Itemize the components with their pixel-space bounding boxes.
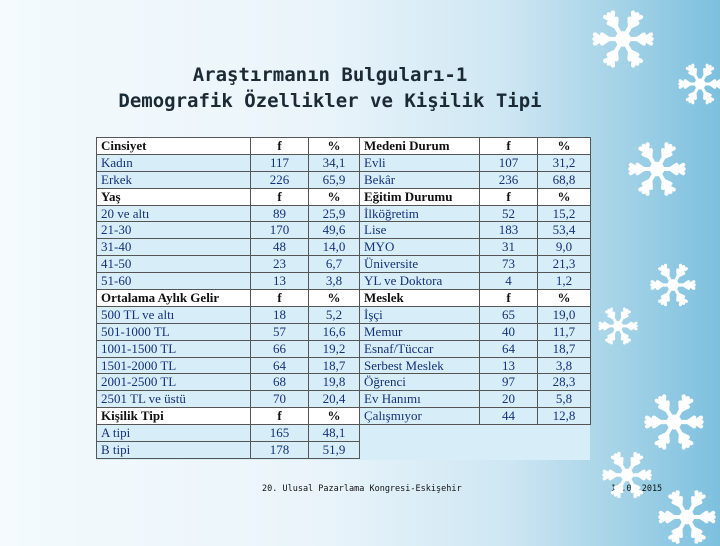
percent-cell: 3,8 [309,273,360,290]
column-header: % [538,188,591,205]
category-cell: Memur [360,323,480,340]
frequency-cell: 65 [480,306,538,323]
frequency-cell: 117 [251,154,309,171]
snowflake-icon [644,392,704,452]
slide-title [40,62,620,114]
percent-cell: 49,6 [309,222,360,239]
table-row [97,425,591,442]
category-cell: 1501-2000 TL [97,357,251,374]
category-cell: Serbest Meslek [360,357,480,374]
column-header: Medeni Durum [360,138,480,155]
frequency-cell: 66 [251,340,309,357]
percent-cell: 21,3 [538,256,591,273]
frequency-cell: 165 [251,425,309,442]
table-row [97,171,591,188]
category-cell: MYO [360,239,480,256]
footer-date: 12.06.2015 [611,484,662,494]
snowflake-icon [628,140,686,198]
category-cell: Öğrenci [360,374,480,391]
frequency-cell: 64 [480,340,538,357]
percent-cell: 19,2 [309,340,360,357]
frequency-cell: 20 [480,391,538,408]
category-cell: Evli [360,154,480,171]
frequency-cell: 178 [251,442,309,459]
category-cell: YL ve Doktora [360,273,480,290]
frequency-cell: 68 [251,374,309,391]
column-header: % [538,290,591,307]
column-header: Eğitim Durumu [360,188,480,205]
column-header: f [480,188,538,205]
category-cell: 2501 TL ve üstü [97,391,251,408]
column-header: f [480,138,538,155]
frequency-cell: 52 [480,205,538,222]
column-header: Meslek [360,290,480,307]
category-cell: 21-30 [97,222,251,239]
percent-cell: 16,6 [309,323,360,340]
empty-cell [360,425,480,442]
demographics-table-container [96,137,590,460]
column-header: Yaş [97,188,251,205]
category-cell: 1001-1500 TL [97,340,251,357]
percent-cell: 19,0 [538,306,591,323]
category-cell: Ev Hanımı [360,391,480,408]
table-row [97,408,591,425]
snowflake-icon [602,450,652,500]
table-row [97,442,591,459]
title-line-2: Demografik Özellikler ve Kişilik Tipi [40,88,620,114]
table-row [97,205,591,222]
snowflake-icon [678,62,720,106]
percent-cell: 25,9 [309,205,360,222]
category-cell: B tipi [97,442,251,459]
percent-cell: 14,0 [309,239,360,256]
column-header: f [480,290,538,307]
table-row [97,340,591,357]
percent-cell: 6,7 [309,256,360,273]
percent-cell: 18,7 [538,340,591,357]
frequency-cell: 31 [480,239,538,256]
percent-cell: 15,2 [538,205,591,222]
percent-cell: 3,8 [538,357,591,374]
table-row [97,306,591,323]
snowflake-icon [658,488,716,546]
frequency-cell: 107 [480,154,538,171]
frequency-cell: 226 [251,171,309,188]
percent-cell: 5,8 [538,391,591,408]
percent-cell: 1,2 [538,273,591,290]
category-cell: Erkek [97,171,251,188]
category-cell: Üniversite [360,256,480,273]
category-cell: Çalışmıyor [360,408,480,425]
table-row [97,290,591,307]
table-row [97,256,591,273]
percent-cell: 9,0 [538,239,591,256]
table-row [97,323,591,340]
frequency-cell: 18 [251,306,309,323]
column-header: Ortalama Aylık Gelir [97,290,251,307]
percent-cell: 48,1 [309,425,360,442]
empty-cell [480,442,538,459]
category-cell: A tipi [97,425,251,442]
percent-cell: 12,8 [538,408,591,425]
table-row [97,357,591,374]
column-header: Kişilik Tipi [97,408,251,425]
category-cell: 501-1000 TL [97,323,251,340]
column-header: Cinsiyet [97,138,251,155]
frequency-cell: 48 [251,239,309,256]
frequency-cell: 44 [480,408,538,425]
table-row [97,222,591,239]
snowflake-icon [592,8,654,70]
category-cell: Esnaf/Tüccar [360,340,480,357]
empty-cell [360,442,480,459]
category-cell: 2001-2500 TL [97,374,251,391]
column-header: % [309,188,360,205]
frequency-cell: 236 [480,171,538,188]
frequency-cell: 97 [480,374,538,391]
category-cell: İlköğretim [360,205,480,222]
table-row [97,239,591,256]
frequency-cell: 13 [480,357,538,374]
snowflake-icon [598,306,638,346]
table-row [97,391,591,408]
category-cell: 41-50 [97,256,251,273]
table-row [97,374,591,391]
percent-cell: 65,9 [309,171,360,188]
frequency-cell: 57 [251,323,309,340]
column-header: f [251,188,309,205]
demographics-table [96,137,591,459]
column-header: % [538,138,591,155]
frequency-cell: 13 [251,273,309,290]
table-row [97,138,591,155]
column-header: % [309,138,360,155]
table-row [97,154,591,171]
percent-cell: 20,4 [309,391,360,408]
column-header: f [251,408,309,425]
percent-cell: 34,1 [309,154,360,171]
footer-conference: 20. Ulusal Pazarlama Kongresi-Eskişehir [262,484,462,494]
table-row [97,273,591,290]
frequency-cell: 64 [251,357,309,374]
frequency-cell: 183 [480,222,538,239]
category-cell: 31-40 [97,239,251,256]
percent-cell: 28,3 [538,374,591,391]
empty-cell [538,425,591,442]
category-cell: 500 TL ve altı [97,306,251,323]
table-row [97,188,591,205]
empty-cell [538,442,591,459]
column-header: f [251,138,309,155]
percent-cell: 53,4 [538,222,591,239]
frequency-cell: 73 [480,256,538,273]
title-line-1: Araştırmanın Bulguları-1 [40,62,620,88]
column-header: % [309,290,360,307]
column-header: f [251,290,309,307]
empty-cell [480,425,538,442]
percent-cell: 51,9 [309,442,360,459]
frequency-cell: 70 [251,391,309,408]
percent-cell: 18,7 [309,357,360,374]
category-cell: Kadın [97,154,251,171]
percent-cell: 68,8 [538,171,591,188]
category-cell: İşçi [360,306,480,323]
category-cell: Bekâr [360,171,480,188]
snowflake-icon [650,262,696,308]
frequency-cell: 23 [251,256,309,273]
category-cell: Lise [360,222,480,239]
column-header: % [309,408,360,425]
percent-cell: 11,7 [538,323,591,340]
percent-cell: 31,2 [538,154,591,171]
category-cell: 20 ve altı [97,205,251,222]
frequency-cell: 89 [251,205,309,222]
frequency-cell: 170 [251,222,309,239]
frequency-cell: 4 [480,273,538,290]
frequency-cell: 40 [480,323,538,340]
percent-cell: 5,2 [309,306,360,323]
category-cell: 51-60 [97,273,251,290]
percent-cell: 19,8 [309,374,360,391]
